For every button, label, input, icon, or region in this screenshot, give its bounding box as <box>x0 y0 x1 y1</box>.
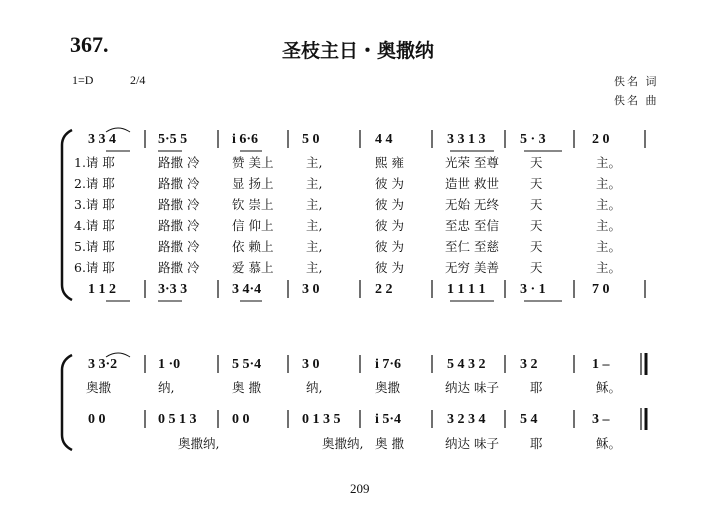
jianpu-note-group: 1 1 1 1 <box>447 282 486 297</box>
lyric-syllable: 耶 <box>530 436 543 451</box>
jianpu-note-group: 3 2 <box>520 357 538 372</box>
lyric-syllable: 天 <box>530 155 543 170</box>
lyric-syllable: 主, <box>306 197 323 212</box>
lyric-syllable: 彼 为 <box>375 197 404 212</box>
jianpu-note-group: 5 5·4 <box>232 357 262 372</box>
lyric-syllable: 天 <box>530 239 543 254</box>
jianpu-note-group: 3 – <box>592 412 610 427</box>
lyric-syllable: 纳, <box>306 380 323 395</box>
jianpu-note-group: 3 4·4 <box>232 282 262 297</box>
jianpu-note-group: 5 4 3 2 <box>447 357 486 372</box>
jianpu-note-group: 1 ·0 <box>158 357 181 372</box>
lyric-syllable: 彼 为 <box>375 176 404 191</box>
lyricist-credit: 佚名 词 <box>614 75 659 88</box>
lyric-syllable: 6.请 耶 <box>74 260 115 275</box>
system2-brace <box>62 355 72 450</box>
lyric-syllable: 主, <box>306 260 323 275</box>
lyric-syllable: 显 扬上 <box>232 176 274 191</box>
jianpu-note-group: i 5·4 <box>375 412 402 427</box>
jianpu-note-group: 3 0 <box>302 357 320 372</box>
lyric-syllable: 天 <box>530 176 543 191</box>
composer-credit: 佚名 曲 <box>614 94 659 107</box>
jianpu-note-group: 2 0 <box>592 132 610 147</box>
lyric-syllable: 奥撒 <box>86 380 112 395</box>
lyric-syllable: 路撒 冷 <box>158 239 200 254</box>
jianpu-note-group: 7 0 <box>592 282 610 297</box>
lyric-syllable: 主, <box>306 218 323 233</box>
lyric-syllable: 耶 <box>530 380 543 395</box>
lyric-syllable: 奥撒纳, <box>322 436 364 451</box>
lyric-syllable: 纳, <box>158 380 175 395</box>
jianpu-note-group: 3 2 3 4 <box>447 412 486 427</box>
hymn-title: 圣枝主日・奥撒纳 <box>282 40 435 62</box>
lyric-syllable: 主, <box>306 155 323 170</box>
lyric-syllable: 路撒 冷 <box>158 176 200 191</box>
lyric-syllable: 主。 <box>596 218 622 233</box>
lyric-syllable: 赞 美上 <box>232 155 274 170</box>
jianpu-note-group: 0 5 1 3 <box>158 412 197 427</box>
time-signature: 2/4 <box>130 73 146 87</box>
lyric-syllable: 主。 <box>596 260 622 275</box>
lyric-syllable: 1.请 耶 <box>74 155 115 170</box>
lyric-syllable: 天 <box>530 197 543 212</box>
lyric-syllable: 2.请 耶 <box>74 176 115 191</box>
lyric-syllable: 主, <box>306 176 323 191</box>
lyric-syllable: 5.请 耶 <box>74 239 115 254</box>
jianpu-note-group: i 7·6 <box>375 357 402 372</box>
jianpu-note-group: 3 3 4 <box>88 132 116 147</box>
lyric-syllable: 路撒 冷 <box>158 260 200 275</box>
lyric-syllable: 依 赖上 <box>232 239 274 254</box>
lyric-syllable: 无穷 美善 <box>445 260 499 275</box>
jianpu-note-group: 3 3·2 <box>88 357 118 372</box>
lyric-syllable: 稣。 <box>596 436 622 451</box>
jianpu-note-group: 4 4 <box>375 132 393 147</box>
jianpu-note-group: i 6·6 <box>232 132 259 147</box>
jianpu-note-group: 3·3 3 <box>158 282 188 297</box>
lyric-syllable: 无始 无终 <box>445 197 499 212</box>
lyric-syllable: 钦 崇上 <box>232 197 274 212</box>
lyric-syllable: 奥 撒 <box>232 380 261 395</box>
hymn-number: 367. <box>70 32 109 57</box>
lyric-syllable: 路撒 冷 <box>158 218 200 233</box>
lyric-syllable: 主。 <box>596 239 622 254</box>
lyric-syllable: 爱 慕上 <box>232 260 274 275</box>
jianpu-note-group: 3 · 1 <box>520 282 546 297</box>
lyric-syllable: 主, <box>306 239 323 254</box>
lyric-syllable: 光荣 至尊 <box>445 155 499 170</box>
lyric-syllable: 彼 为 <box>375 218 404 233</box>
jianpu-note-group: 0 0 <box>232 412 250 427</box>
jianpu-note-group: 2 2 <box>375 282 393 297</box>
lyric-syllable: 主。 <box>596 197 622 212</box>
lyric-syllable: 至忠 至信 <box>445 218 499 233</box>
lyric-syllable: 奥撒纳, <box>178 436 220 451</box>
lyric-syllable: 3.请 耶 <box>74 197 115 212</box>
lyric-syllable: 主。 <box>596 155 622 170</box>
jianpu-note-group: 0 1 3 5 <box>302 412 341 427</box>
jianpu-note-group: 1 – <box>592 357 610 372</box>
lyric-syllable: 彼 为 <box>375 239 404 254</box>
jianpu-note-group: 3 3 1 3 <box>447 132 486 147</box>
jianpu-note-group: 3 0 <box>302 282 320 297</box>
jianpu-note-group: 1 1 2 <box>88 282 116 297</box>
lyric-syllable: 4.请 耶 <box>74 218 115 233</box>
lyric-syllable: 信 仰上 <box>232 218 274 233</box>
lyric-syllable: 天 <box>530 260 543 275</box>
lyric-syllable: 熙 雍 <box>375 155 404 170</box>
jianpu-note-group: 5·5 5 <box>158 132 188 147</box>
lyric-syllable: 奥撒 <box>375 380 401 395</box>
lyric-syllable: 稣。 <box>596 380 622 395</box>
key-signature: 1=D <box>72 73 94 87</box>
lyric-syllable: 主。 <box>596 176 622 191</box>
jianpu-note-group: 5 · 3 <box>520 132 546 147</box>
lyric-syllable: 路撒 冷 <box>158 197 200 212</box>
system1-brace <box>62 130 72 300</box>
page-number: 209 <box>350 481 370 496</box>
lyric-syllable: 纳达 味子 <box>445 380 499 395</box>
lyric-syllable: 纳达 味子 <box>445 436 499 451</box>
lyric-syllable: 路撒 冷 <box>158 155 200 170</box>
lyric-syllable: 天 <box>530 218 543 233</box>
jianpu-note-group: 5 4 <box>520 412 538 427</box>
lyric-syllable: 至仁 至慈 <box>445 239 499 254</box>
jianpu-note-group: 0 0 <box>88 412 106 427</box>
lyric-syllable: 造世 救世 <box>445 176 499 191</box>
lyric-syllable: 奥 撒 <box>375 436 404 451</box>
jianpu-note-group: 5 0 <box>302 132 320 147</box>
lyric-syllable: 彼 为 <box>375 260 404 275</box>
